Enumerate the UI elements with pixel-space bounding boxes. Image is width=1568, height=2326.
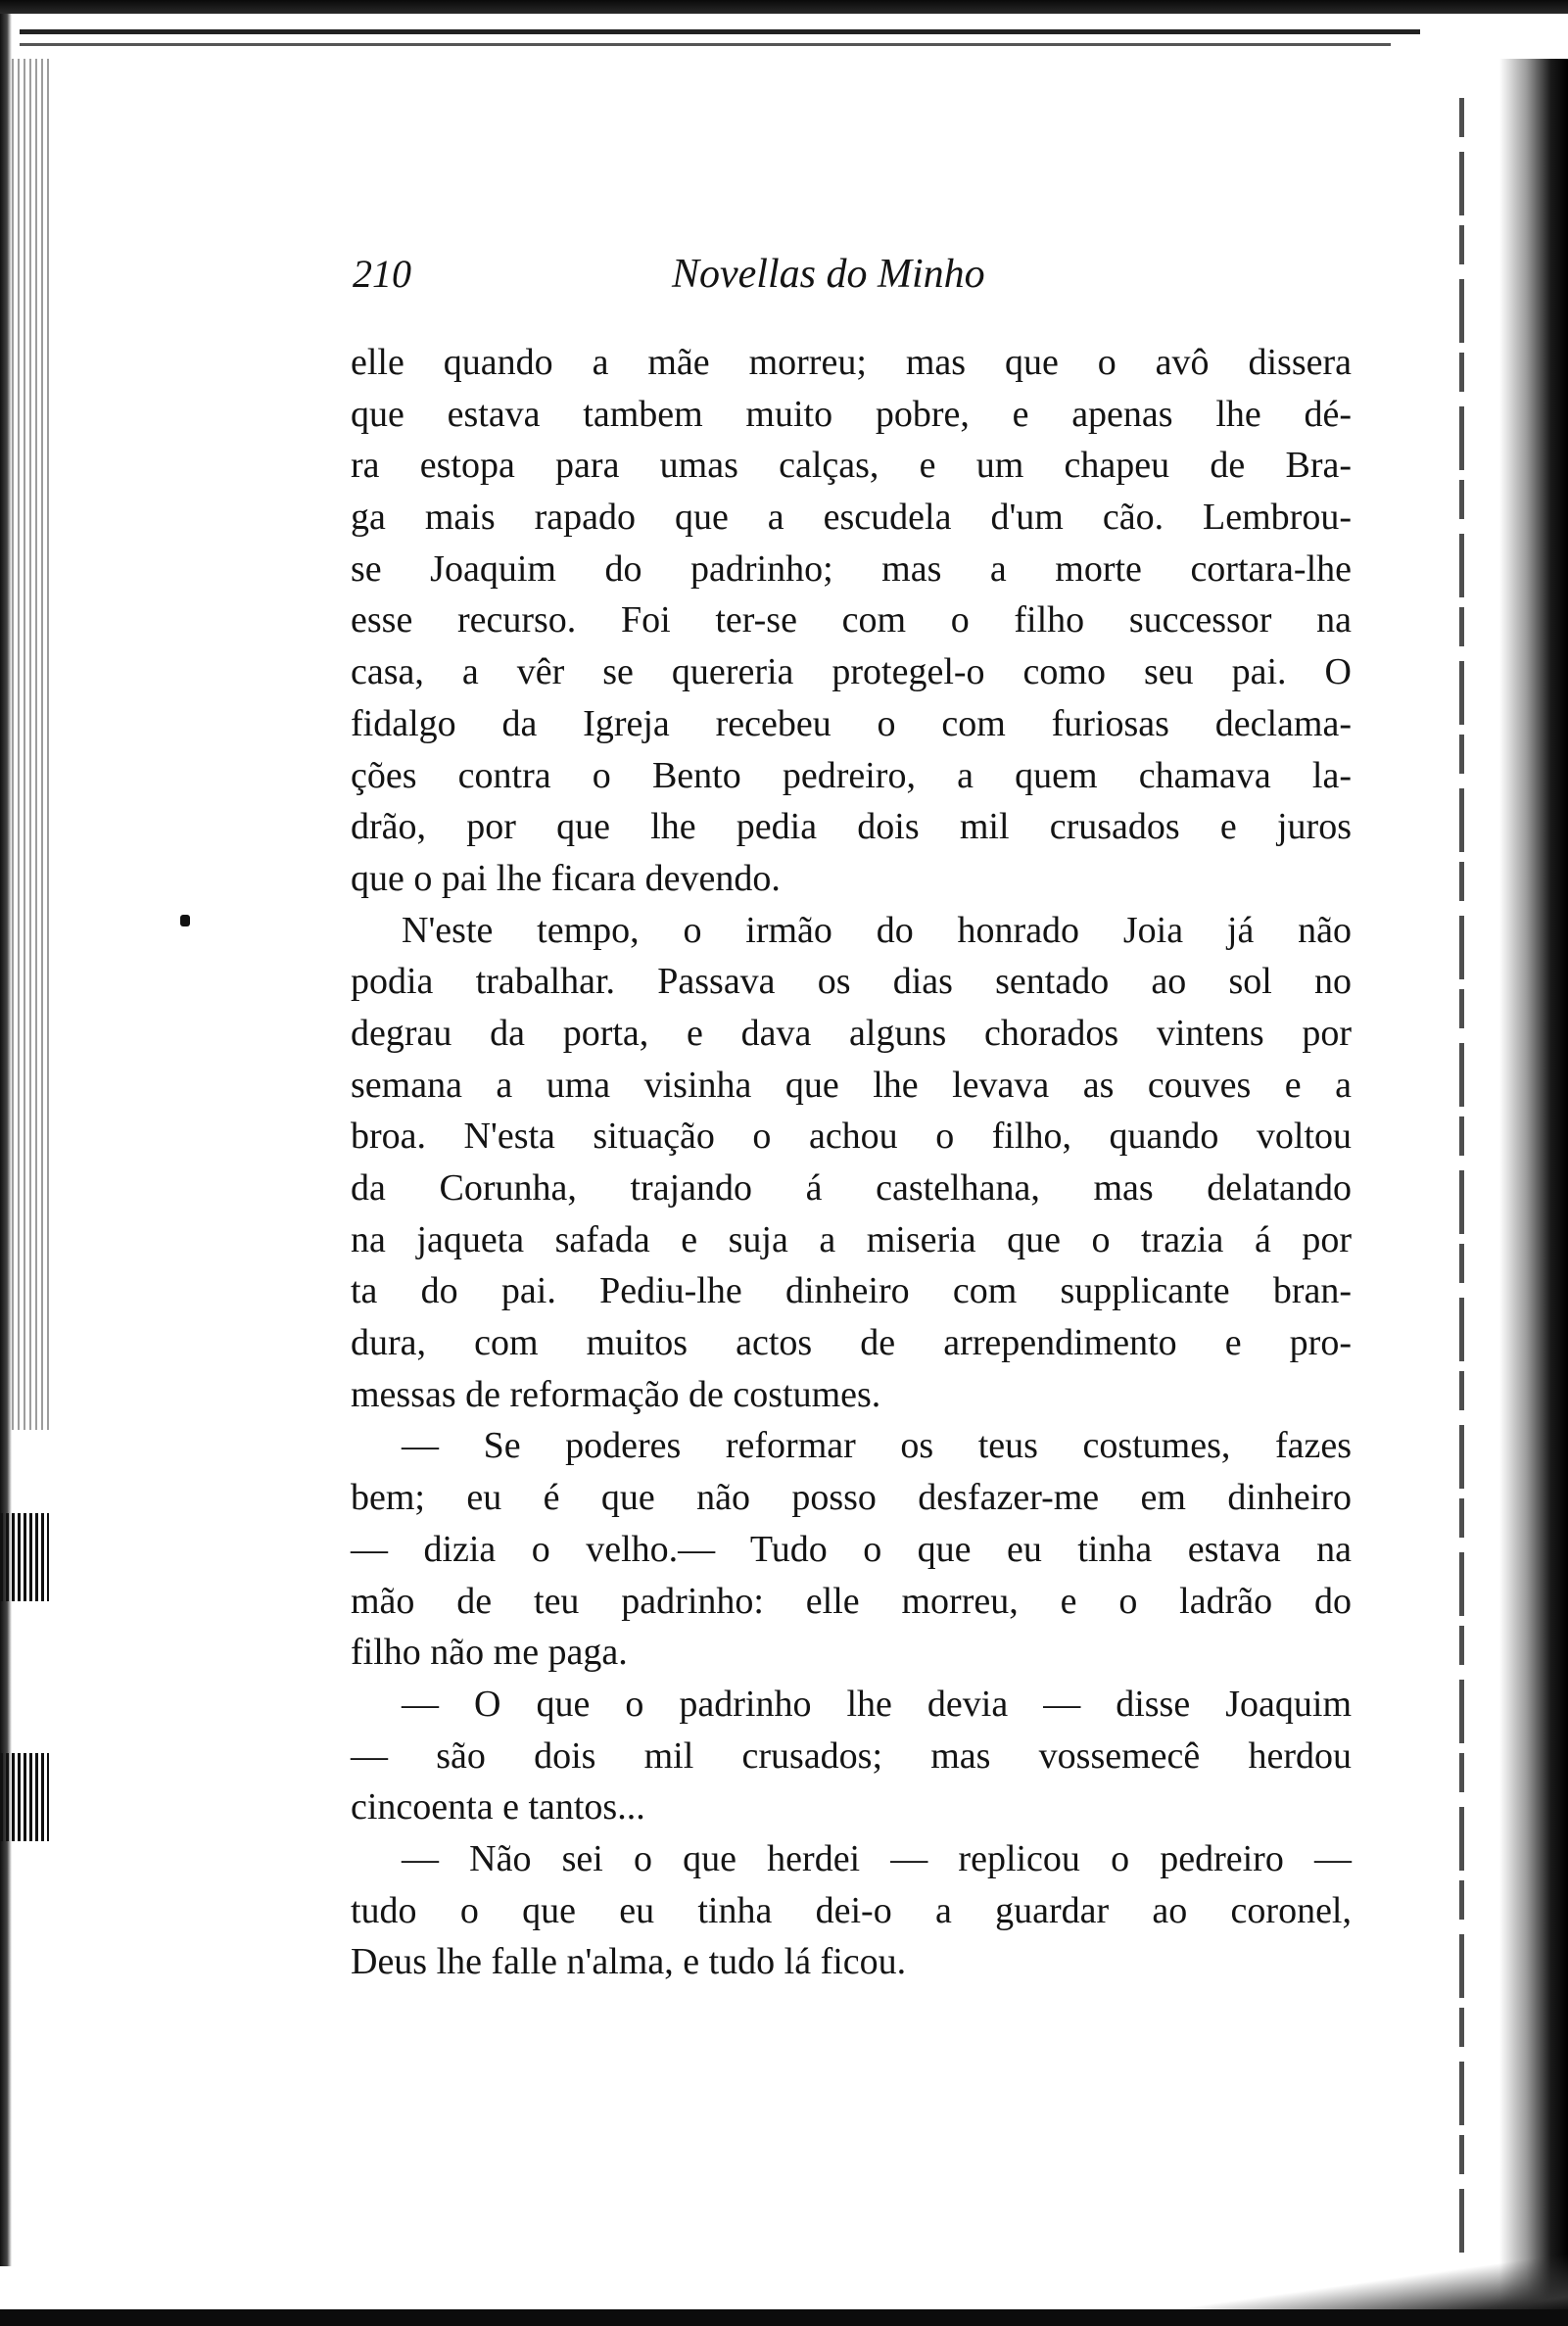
paragraph-end-line: messas de reformação de costumes. (351, 1373, 881, 1415)
text-line: — são dois mil crusados; mas vossemecê herdou (351, 1734, 1352, 1777)
scan-right-gutter (1459, 98, 1464, 2253)
scan-left-mark-upper (0, 1513, 49, 1601)
body-text (351, 337, 1352, 1988)
scan-top-line (20, 29, 1420, 34)
paragraph-start-line: N'este tempo, o irmão do honrado Joia já não (402, 909, 1352, 951)
text-line: se Joaquim do padrinho; mas a morte cortara-lhe (351, 547, 1352, 590)
scan-left-mark-lower (0, 1753, 49, 1841)
dialogue-start-line: — Se poderes reformar os teus costumes, fazes (402, 1425, 1352, 1467)
paragraph-end-line: que o pai lhe ficara devendo. (351, 857, 781, 899)
scan-right-edge (1499, 59, 1568, 2311)
text-line: fidalgo da Igreja recebeu o com furiosas declama- (351, 702, 1352, 744)
text-line: dura, com muitos actos de arrependimento e pro- (351, 1322, 1352, 1364)
text-line: mão de teu padrinho: elle morreu, e o ladrão do (351, 1580, 1352, 1622)
paragraph-end-line: Deus lhe falle n'alma, e tudo lá ficou. (351, 1941, 907, 1983)
paragraph-end-line: filho não me paga. (351, 1632, 628, 1674)
text-line: ta do pai. Pediu-lhe dinheiro com supplicante bran- (351, 1270, 1352, 1312)
text-line: ções contra o Bento pedreiro, a quem chamava la- (351, 754, 1352, 796)
text-line: broa. N'esta situação o achou o filho, quando voltou (351, 1116, 1352, 1158)
scan-bottom-edge (0, 2309, 1568, 2326)
text-line: degrau da porta, e dava alguns chorados vintens por (351, 1012, 1352, 1054)
page-number: 210 (353, 252, 411, 296)
paragraph-end-line: cincoenta e tantos... (351, 1786, 645, 1828)
text-line: da Corunha, trajando á castelhana, mas delatando (351, 1167, 1352, 1209)
margin-ink-mark (180, 915, 190, 926)
text-line: drão, por que lhe pedia dois mil crusados e juros (351, 806, 1352, 848)
text-line: esse recurso. Foi ter-se com o filho successor na (351, 599, 1352, 641)
text-line: — dizia o velho.— Tudo o que eu tinha estava na (351, 1528, 1352, 1570)
dialogue-start-line: — Não sei o que herdei — replicou o pedreiro — (402, 1837, 1352, 1879)
text-line: elle quando a mãe morreu; mas que o avô dissera (351, 342, 1352, 383)
text-line: na jaqueta safada e suja a miseria que o trazia á por (351, 1218, 1352, 1260)
text-line: que estava tambem muito pobre, e apenas lhe dé- (351, 393, 1352, 435)
text-line: bem; eu é que não posso desfazer-me em dinheiro (351, 1477, 1352, 1519)
text-line: podia trabalhar. Passava os dias sentado ao sol no (351, 961, 1352, 1003)
dialogue-start-line: — O que o padrinho lhe devia — disse Joaquim (402, 1683, 1352, 1725)
text-line: semana a uma visinha que lhe levava as couves e a (351, 1064, 1352, 1106)
text-line: tudo o que eu tinha dei-o a guardar ao coronel, (351, 1889, 1352, 1931)
text-line: casa, a vêr se quereria protegel-o como seu pai. O (351, 651, 1352, 693)
running-title: Novellas do Minho (672, 252, 985, 297)
scan-left-edge (0, 14, 12, 2266)
scan-bottom-shadow (0, 2243, 1568, 2311)
scan-top-edge (0, 0, 1568, 14)
text-line: ga mais rapado que a escudela d'um cão. Lembrou- (351, 497, 1352, 539)
text-line: ra estopa para umas calças, e um chapeu de Bra- (351, 445, 1352, 487)
scan-top-line-secondary (20, 43, 1391, 46)
scan-left-fringe (12, 59, 51, 1430)
running-head (353, 247, 1352, 306)
